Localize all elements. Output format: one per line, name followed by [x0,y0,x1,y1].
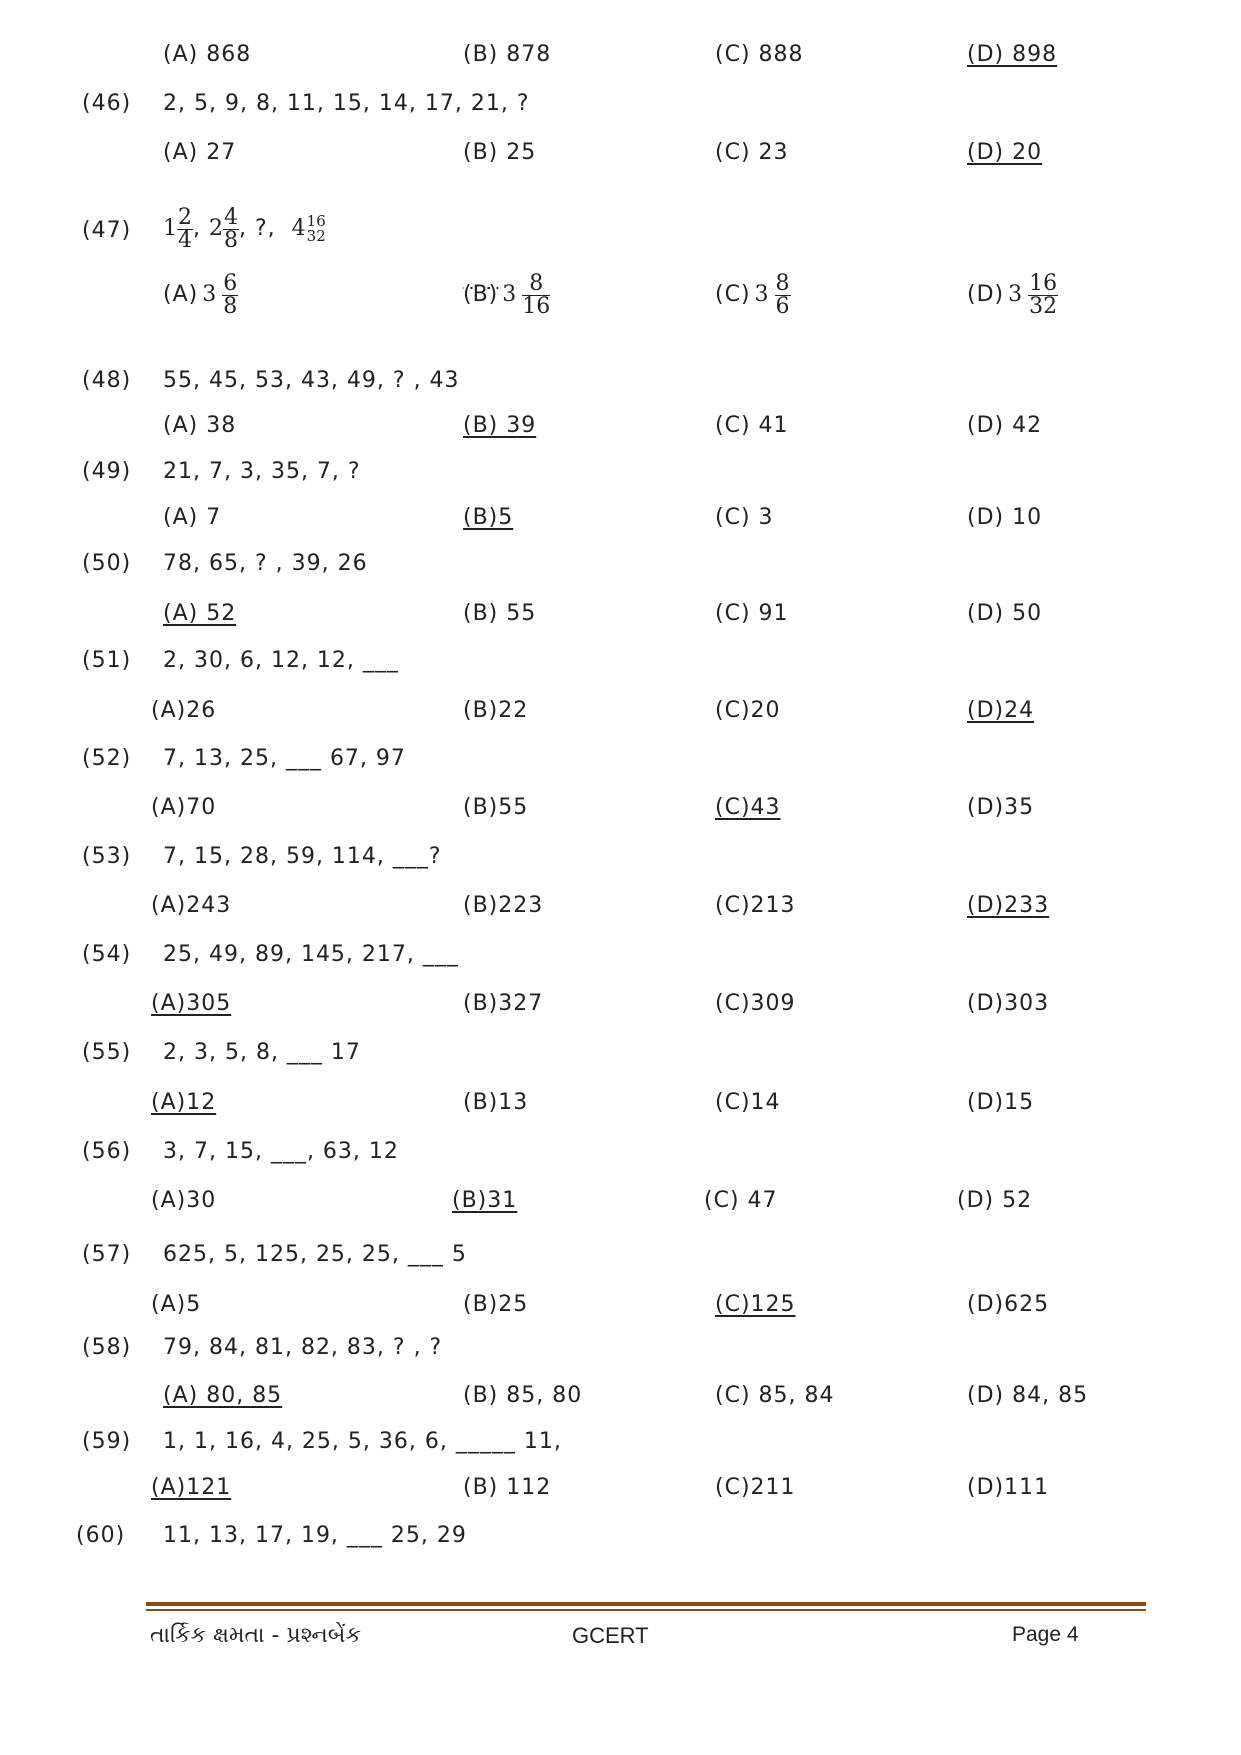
question-number: (57) [82,1242,132,1267]
answer-option[interactable]: (B)22 [463,698,529,723]
mixed-whole: 3 [502,282,517,307]
numerator: 4 [224,204,238,230]
answer-option[interactable]: (C) 91 [715,601,789,626]
numerator: 16 [306,212,326,230]
question-text: 79, 84, 81, 82, 83, ? , ? [163,1335,443,1360]
question-text: 3, 7, 15, ___, 63, 12 [163,1139,399,1164]
answer-option[interactable]: (B) 25 [463,140,537,165]
fraction [223,204,239,253]
question-number: (50) [82,551,132,576]
answer-option[interactable] [163,266,238,324]
answer-option[interactable]: (A)5 [151,1292,202,1317]
answer-option[interactable]: (D) 898 [967,42,1058,67]
question-text: 2, 3, 5, 8, ___ 17 [163,1040,361,1065]
question-text: 7, 13, 25, ___ 67, 97 [163,746,406,771]
question-text: 625, 5, 125, 25, 25, ___ 5 [163,1242,467,1267]
fraction [177,204,193,253]
answer-option[interactable]: (C) 888 [715,42,804,67]
answer-option[interactable]: (D)233 [967,893,1050,918]
answer-option[interactable]: (A)26 [151,698,217,723]
answer-option[interactable]: (A) 52 [163,601,237,626]
answer-option[interactable]: (A)12 [151,1090,217,1115]
denominator: 4 [178,227,192,253]
fraction [522,270,551,319]
answer-option[interactable]: (A)243 [151,893,232,918]
answer-option[interactable]: (C)211 [715,1475,796,1500]
question-number: (56) [82,1139,132,1164]
question-number: (49) [82,459,132,484]
answer-option[interactable]: (C)14 [715,1090,781,1115]
sequence-separator: , ?, [239,216,292,241]
answer-option[interactable]: (A) 27 [163,140,237,165]
answer-option[interactable]: (C)309 [715,991,796,1016]
option-label: (D) [967,282,1005,307]
fraction [1028,270,1058,319]
answer-option[interactable]: (C) 3 [715,505,774,530]
answer-option[interactable]: (A)30 [151,1188,217,1213]
answer-option[interactable]: (B)55 [463,795,529,820]
answer-option[interactable]: (D) 84, 85 [967,1383,1089,1408]
question-number: (55) [82,1040,132,1065]
answer-option[interactable] [715,266,791,324]
option-label: (A) [163,282,199,307]
answer-option[interactable]: (B)223 [463,893,544,918]
footer-page-number: Page 4 [1012,1623,1079,1646]
answer-option[interactable]: (B)13 [463,1090,529,1115]
numerator: 8 [775,270,790,296]
answer-option[interactable] [967,266,1058,324]
answer-option[interactable]: (D)625 [967,1292,1050,1317]
mixed-whole: 3 [202,282,217,307]
answer-option[interactable]: (B) 112 [463,1475,552,1500]
question-text: 25, 49, 89, 145, 217, ___ [163,942,459,967]
answer-option[interactable]: (B) 39 [463,413,537,438]
answer-option[interactable]: (C)125 [715,1292,796,1317]
mixed-whole: 2 [209,216,223,241]
question-number: (59) [82,1429,132,1454]
answer-option[interactable]: (D)111 [967,1475,1050,1500]
question-number: (60) [76,1523,126,1548]
question-text: 55, 45, 53, 43, 49, ? , 43 [163,368,460,393]
option-label: (B) [463,282,499,307]
answer-option[interactable]: (C) 85, 84 [715,1383,835,1408]
question-number: (51) [82,648,132,673]
question-text: 21, 7, 3, 35, 7, ? [163,459,361,484]
answer-option[interactable]: (A) 38 [163,413,237,438]
mixed-whole: 3 [754,282,769,307]
answer-option[interactable]: (D) 10 [967,505,1043,530]
numerator: 6 [223,270,238,296]
sequence-separator: , [193,216,209,241]
answer-option[interactable]: (D)15 [967,1090,1035,1115]
answer-option[interactable]: (D) 42 [967,413,1043,438]
question-number: (52) [82,746,132,771]
numerator: 2 [178,204,192,230]
answer-option[interactable]: (A) 7 [163,505,222,530]
question-number: (58) [82,1335,132,1360]
answer-option[interactable]: (D) 52 [957,1188,1033,1213]
answer-option[interactable]: (C) 41 [715,413,789,438]
question-text: 78, 65, ? , 39, 26 [163,551,368,576]
question-number: (54) [82,942,132,967]
answer-option[interactable]: (A) 868 [163,42,252,67]
answer-option[interactable]: (B) 878 [463,42,552,67]
answer-option[interactable]: (D)303 [967,991,1050,1016]
answer-option[interactable]: (C)20 [715,698,781,723]
footer-center: GCERT [572,1623,649,1648]
question-text: 2, 5, 9, 8, 11, 15, 14, 17, 21, ? [163,91,530,116]
mixed-whole: 3 [1008,282,1023,307]
question-text: 7, 15, 28, 59, 114, ___? [163,844,442,869]
answer-option[interactable]: (B) 55 [463,601,537,626]
mixed-whole: 1 [163,216,177,241]
footer-rule-thick [146,1602,1146,1606]
answer-option[interactable]: (B) 85, 80 [463,1383,583,1408]
answer-option[interactable]: (B)25 [463,1292,529,1317]
question-number: (53) [82,844,132,869]
answer-option[interactable]: (D)35 [967,795,1035,820]
denominator: 8 [224,227,238,253]
numerator: 16 [1029,270,1058,296]
fraction [775,270,791,319]
answer-option[interactable]: (A)70 [151,795,217,820]
footer-rule-thin [146,1609,1146,1611]
answer-option[interactable]: (B)5 [463,505,514,530]
mixed-whole: 4 [291,216,306,241]
answer-option[interactable]: (A)305 [151,991,232,1016]
fraction [306,214,327,244]
denominator: 16 [522,293,551,319]
answer-option[interactable]: (C) 23 [715,140,789,165]
answer-option[interactable]: (C) 47 [704,1188,778,1213]
denominator: 6 [775,293,790,319]
question-number: (46) [82,91,132,116]
question-text: 2, 30, 6, 12, 12, ___ [163,648,399,673]
footer-title: તાર્કિક ક્ષમતા - પ્રશ્નબેંક [150,1623,361,1648]
denominator: 8 [223,293,238,319]
answer-option[interactable]: (C)213 [715,893,796,918]
answer-option[interactable]: (C)43 [715,795,781,820]
answer-option[interactable]: (A) 80, 85 [163,1383,283,1408]
denominator: 32 [1029,293,1058,319]
answer-option[interactable] [463,266,550,324]
answer-option[interactable]: (D) 50 [967,601,1043,626]
question-number: (47) [82,218,132,243]
question-text: 1, 1, 16, 4, 25, 5, 36, 6, _____ 11, [163,1429,562,1454]
numerator: 8 [522,273,550,296]
fraction [222,270,238,319]
answer-option[interactable]: (B)327 [463,991,544,1016]
question-text: 11, 13, 17, 19, ___ 25, 29 [163,1523,467,1548]
answer-option[interactable]: (D)24 [967,698,1035,723]
answer-option[interactable]: (B)31 [452,1188,518,1213]
question-number: (48) [82,368,132,393]
question-sequence [163,200,327,258]
denominator: 32 [306,227,326,245]
option-label: (C) [715,282,751,307]
answer-option[interactable]: (D) 20 [967,140,1043,165]
answer-option[interactable]: (A)121 [151,1475,232,1500]
